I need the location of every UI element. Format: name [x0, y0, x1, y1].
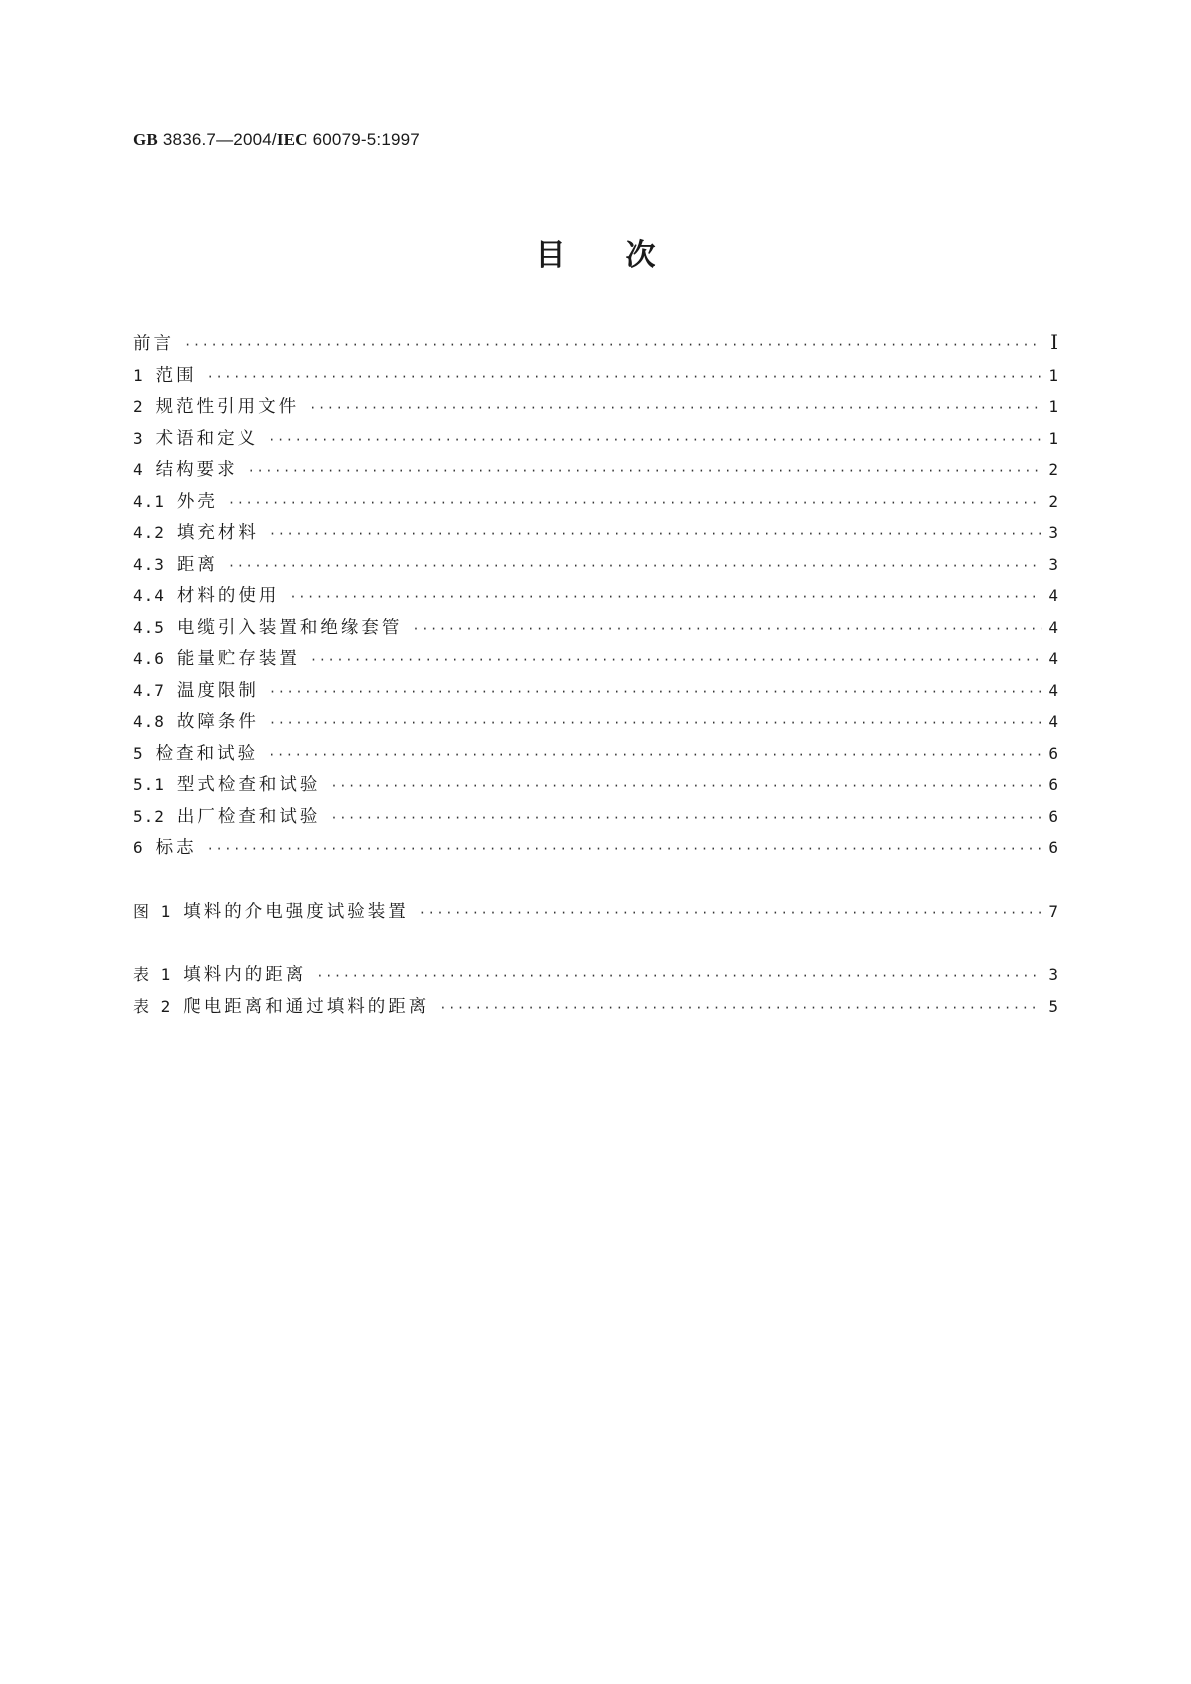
toc-entry[interactable] [133, 549, 1058, 581]
toc-entry-label: 规范性引用文件 [155, 397, 300, 417]
toc-figure-entry[interactable] [133, 896, 1058, 928]
toc-entry-label: 结构要求 [155, 460, 238, 480]
leader-dots [268, 740, 1042, 772]
toc-entry-page: 3 [1048, 523, 1058, 542]
toc-entry-page: 4 [1048, 712, 1058, 731]
toc-entry[interactable] [133, 706, 1058, 738]
toc-entry-number: 4.3 [133, 554, 165, 574]
toc-entry-page: 1 [1048, 365, 1058, 385]
toc-entry-number: 6 [133, 838, 144, 857]
toc-entry-label: 故障条件 [176, 712, 259, 732]
toc-entry-number: 4.1 [133, 491, 165, 511]
toc-entry-number: 4.2 [133, 523, 165, 542]
toc-table-entry[interactable] [133, 991, 1058, 1023]
leader-dots [309, 393, 1042, 425]
toc-entry-label: 标志 [155, 838, 197, 858]
toc-entry-label: 外壳 [176, 491, 218, 512]
toc-entry-label: 出厂检查和试验 [176, 806, 321, 827]
toc-entry-label: 电缆引入装置和绝缘套管 [176, 617, 403, 638]
toc-entry[interactable] [133, 454, 1058, 486]
toc-entry[interactable] [133, 769, 1058, 801]
toc-entry-page: 6 [1048, 806, 1058, 826]
toc-entry-label: 距离 [176, 554, 218, 575]
toc-entry-page: 6 [1048, 775, 1058, 794]
leader-dots [207, 834, 1042, 866]
toc-entry[interactable] [133, 675, 1058, 707]
toc-entry[interactable] [133, 423, 1058, 455]
toc-entry-label: 前言 [133, 334, 174, 354]
toc-entry-number: 4.4 [133, 586, 165, 605]
toc-entry-page: 2 [1048, 460, 1058, 479]
figure-label: 填料的介电强度试验装置 [183, 901, 409, 922]
table-of-contents [133, 328, 1058, 1022]
toc-entry-page: 4 [1048, 680, 1058, 700]
toc-entry-number: 5 [133, 743, 144, 763]
toc-entry-page: 3 [1048, 554, 1058, 574]
toc-entry-label: 范围 [155, 365, 197, 386]
toc-entry-page: 4 [1048, 649, 1058, 668]
leader-dots [289, 582, 1042, 614]
toc-entry-number: 5.2 [133, 806, 165, 826]
figure-number: 图 1 [133, 901, 172, 921]
leader-dots [268, 425, 1042, 457]
table-number: 表 2 [133, 996, 172, 1016]
toc-entry-page: 4 [1048, 586, 1058, 605]
leader-dots [269, 677, 1042, 709]
toc-entry-label: 填充材料 [176, 523, 259, 543]
toc-entry[interactable] [133, 360, 1058, 392]
toc-entry[interactable] [133, 580, 1058, 612]
toc-entry-number: 3 [133, 428, 144, 448]
toc-entry-page: 1 [1048, 428, 1058, 448]
section-gap [133, 927, 1058, 959]
toc-entry-page: 4 [1048, 617, 1058, 637]
toc-entry-number: 4.5 [133, 617, 165, 637]
leader-dots [310, 645, 1042, 677]
toc-entry[interactable] [133, 643, 1058, 675]
toc-entry[interactable] [133, 517, 1058, 549]
toc-entry-label: 材料的使用 [176, 586, 280, 606]
standard-number-header [133, 130, 420, 150]
table-number: 表 1 [133, 965, 172, 984]
iec-label: IEC [276, 130, 308, 149]
section-gap [133, 864, 1058, 896]
leader-dots [330, 803, 1042, 835]
toc-entry-number: 5.1 [133, 775, 165, 794]
toc-entry[interactable] [133, 612, 1058, 644]
leader-dots [228, 488, 1042, 520]
toc-entry-number: 4.6 [133, 649, 165, 668]
toc-entry-label: 温度限制 [176, 680, 259, 701]
table-page: 5 [1048, 996, 1058, 1016]
toc-entry-foreword[interactable] [133, 328, 1058, 360]
toc-entry-label: 型式检查和试验 [176, 775, 321, 795]
gb-number: 3836.7—2004/ [157, 130, 277, 149]
leader-dots [248, 456, 1042, 488]
toc-entry[interactable] [133, 391, 1058, 423]
leader-dots [228, 551, 1042, 583]
gb-label: GB [133, 130, 158, 149]
toc-entry[interactable] [133, 486, 1058, 518]
toc-entry-label: 能量贮存装置 [176, 649, 300, 669]
toc-entry[interactable] [133, 832, 1058, 864]
toc-entry-number: 1 [133, 365, 144, 385]
toc-entry-label: 术语和定义 [155, 428, 259, 449]
figure-page: 7 [1048, 901, 1058, 921]
leader-dots [184, 330, 1042, 362]
leader-dots [269, 519, 1042, 551]
toc-entry[interactable] [133, 738, 1058, 770]
toc-entry-page: 2 [1048, 491, 1058, 511]
toc-entry-number: 4.7 [133, 680, 165, 700]
toc-entry-label: 检查和试验 [155, 743, 259, 764]
toc-entry-page: 6 [1048, 838, 1058, 857]
table-label: 爬电距离和通过填料的距离 [183, 996, 430, 1017]
iec-number: 60079-5:1997 [307, 130, 420, 149]
toc-table-entry[interactable] [133, 959, 1058, 991]
leader-dots [419, 898, 1042, 930]
toc-entry-number: 4 [133, 460, 144, 479]
leader-dots [316, 961, 1042, 993]
toc-entry-page: 6 [1048, 743, 1058, 763]
leader-dots [207, 362, 1042, 394]
toc-title: 目次 [535, 238, 716, 273]
leader-dots [269, 708, 1042, 740]
toc-entry-number: 2 [133, 397, 144, 416]
leader-dots [439, 993, 1042, 1025]
toc-entry[interactable] [133, 801, 1058, 833]
toc-entry-number: 4.8 [133, 712, 165, 731]
leader-dots [330, 771, 1042, 803]
toc-entry-page: Ⅰ [1050, 332, 1058, 354]
table-page: 3 [1048, 965, 1058, 984]
leader-dots [412, 614, 1042, 646]
toc-entry-page: 1 [1048, 397, 1058, 416]
table-label: 填料内的距离 [183, 965, 307, 985]
